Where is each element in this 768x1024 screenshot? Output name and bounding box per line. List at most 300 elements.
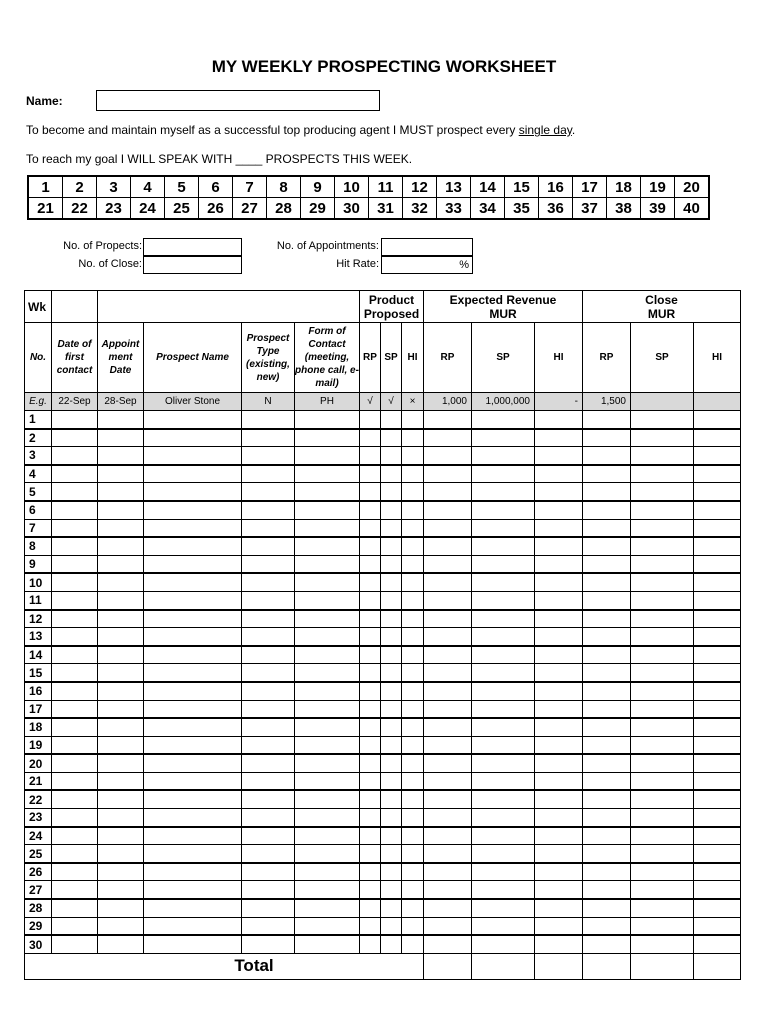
table-cell[interactable] xyxy=(360,736,381,754)
table-cell[interactable] xyxy=(242,863,295,881)
table-cell[interactable] xyxy=(402,718,424,736)
table-cell[interactable] xyxy=(52,790,98,808)
table-cell[interactable] xyxy=(381,718,402,736)
table-cell[interactable] xyxy=(535,935,583,953)
table-cell[interactable] xyxy=(472,465,535,483)
table-cell[interactable] xyxy=(381,555,402,573)
table-cell[interactable] xyxy=(144,736,242,754)
table-cell[interactable] xyxy=(144,519,242,537)
table-cell[interactable] xyxy=(694,646,741,664)
table-cell[interactable] xyxy=(98,736,144,754)
table-cell[interactable] xyxy=(424,447,472,465)
table-cell[interactable] xyxy=(381,881,402,899)
table-cell[interactable] xyxy=(694,664,741,682)
table-cell[interactable] xyxy=(98,809,144,827)
table-cell[interactable] xyxy=(242,519,295,537)
table-cell[interactable] xyxy=(381,790,402,808)
table-cell[interactable] xyxy=(424,700,472,718)
table-cell[interactable] xyxy=(694,809,741,827)
table-cell[interactable] xyxy=(472,537,535,555)
table-cell[interactable] xyxy=(52,917,98,935)
table-cell[interactable] xyxy=(381,845,402,863)
table-cell[interactable] xyxy=(98,790,144,808)
table-cell[interactable] xyxy=(242,591,295,609)
table-cell[interactable] xyxy=(472,809,535,827)
prospect-count-cell[interactable]: 3 xyxy=(97,176,131,198)
table-cell[interactable] xyxy=(472,664,535,682)
table-cell[interactable] xyxy=(381,700,402,718)
table-cell[interactable] xyxy=(402,411,424,429)
table-cell[interactable] xyxy=(98,429,144,447)
prospect-count-cell[interactable]: 27 xyxy=(233,198,267,220)
table-cell[interactable] xyxy=(381,935,402,953)
prospect-count-cell[interactable]: 36 xyxy=(539,198,573,220)
table-cell[interactable] xyxy=(583,827,631,845)
table-cell[interactable] xyxy=(402,483,424,501)
table-cell[interactable] xyxy=(631,447,694,465)
table-cell[interactable] xyxy=(424,519,472,537)
table-cell[interactable] xyxy=(694,537,741,555)
prospect-count-cell[interactable]: 34 xyxy=(471,198,505,220)
table-cell[interactable] xyxy=(360,519,381,537)
table-cell[interactable] xyxy=(144,429,242,447)
table-cell[interactable] xyxy=(52,429,98,447)
table-cell[interactable] xyxy=(381,573,402,591)
prospect-count-cell[interactable]: 24 xyxy=(131,198,165,220)
table-cell[interactable] xyxy=(98,917,144,935)
table-cell[interactable] xyxy=(472,863,535,881)
table-cell[interactable] xyxy=(98,827,144,845)
table-cell[interactable] xyxy=(381,501,402,519)
prospect-count-cell[interactable]: 10 xyxy=(335,176,369,198)
table-cell[interactable] xyxy=(144,790,242,808)
table-cell[interactable] xyxy=(694,429,741,447)
table-cell[interactable] xyxy=(144,646,242,664)
table-cell[interactable] xyxy=(535,809,583,827)
table-cell[interactable] xyxy=(402,845,424,863)
table-cell[interactable] xyxy=(144,809,242,827)
table-cell[interactable] xyxy=(472,519,535,537)
table-cell[interactable] xyxy=(583,447,631,465)
table-cell[interactable] xyxy=(98,700,144,718)
table-cell[interactable] xyxy=(694,555,741,573)
table-cell[interactable] xyxy=(295,411,360,429)
table-cell[interactable] xyxy=(424,646,472,664)
prospect-count-cell[interactable]: 5 xyxy=(165,176,199,198)
prospect-count-cell[interactable]: 12 xyxy=(403,176,437,198)
prospect-count-cell[interactable]: 35 xyxy=(505,198,539,220)
table-cell[interactable] xyxy=(535,863,583,881)
table-cell[interactable] xyxy=(242,483,295,501)
table-cell[interactable] xyxy=(424,591,472,609)
table-cell[interactable] xyxy=(424,827,472,845)
table-cell[interactable] xyxy=(98,501,144,519)
table-cell[interactable] xyxy=(583,845,631,863)
table-cell[interactable] xyxy=(583,935,631,953)
table-cell[interactable] xyxy=(583,718,631,736)
table-cell[interactable] xyxy=(402,447,424,465)
table-cell[interactable] xyxy=(631,917,694,935)
table-cell[interactable] xyxy=(295,519,360,537)
table-cell[interactable] xyxy=(583,664,631,682)
table-cell[interactable] xyxy=(472,610,535,628)
table-cell[interactable] xyxy=(631,628,694,646)
prospect-count-cell[interactable]: 32 xyxy=(403,198,437,220)
table-cell[interactable] xyxy=(52,628,98,646)
table-cell[interactable] xyxy=(535,610,583,628)
table-cell[interactable] xyxy=(295,646,360,664)
table-cell[interactable] xyxy=(242,809,295,827)
table-cell[interactable] xyxy=(424,809,472,827)
table-cell[interactable] xyxy=(535,411,583,429)
prospects-field[interactable] xyxy=(143,238,242,256)
table-cell[interactable] xyxy=(472,700,535,718)
table-cell[interactable] xyxy=(631,827,694,845)
table-cell[interactable] xyxy=(583,610,631,628)
table-cell[interactable] xyxy=(535,790,583,808)
table-cell[interactable] xyxy=(424,573,472,591)
table-cell[interactable] xyxy=(472,682,535,700)
table-cell[interactable] xyxy=(424,483,472,501)
table-cell[interactable] xyxy=(694,917,741,935)
table-cell[interactable] xyxy=(52,809,98,827)
table-cell[interactable] xyxy=(424,718,472,736)
table-cell[interactable] xyxy=(583,573,631,591)
table-cell[interactable] xyxy=(98,555,144,573)
table-cell[interactable] xyxy=(381,519,402,537)
table-cell[interactable] xyxy=(535,646,583,664)
table-cell[interactable] xyxy=(52,465,98,483)
table-cell[interactable] xyxy=(242,736,295,754)
table-cell[interactable] xyxy=(472,555,535,573)
prospect-count-cell[interactable]: 21 xyxy=(28,198,63,220)
table-cell[interactable] xyxy=(242,935,295,953)
table-cell[interactable] xyxy=(631,573,694,591)
total-expected-hi[interactable] xyxy=(535,953,583,979)
table-cell[interactable] xyxy=(381,899,402,917)
table-cell[interactable] xyxy=(295,682,360,700)
table-cell[interactable] xyxy=(402,537,424,555)
table-cell[interactable] xyxy=(694,465,741,483)
table-cell[interactable] xyxy=(472,411,535,429)
table-cell[interactable] xyxy=(424,772,472,790)
table-cell[interactable] xyxy=(694,700,741,718)
table-cell[interactable] xyxy=(424,555,472,573)
prospect-count-cell[interactable]: 9 xyxy=(301,176,335,198)
table-cell[interactable] xyxy=(424,899,472,917)
table-cell[interactable] xyxy=(360,573,381,591)
table-cell[interactable] xyxy=(424,537,472,555)
table-cell[interactable] xyxy=(694,772,741,790)
table-cell[interactable] xyxy=(381,628,402,646)
table-cell[interactable] xyxy=(381,591,402,609)
table-cell[interactable] xyxy=(631,935,694,953)
table-cell[interactable] xyxy=(242,682,295,700)
table-cell[interactable] xyxy=(402,917,424,935)
table-cell[interactable] xyxy=(535,591,583,609)
table-cell[interactable] xyxy=(295,754,360,772)
table-cell[interactable] xyxy=(535,754,583,772)
table-cell[interactable] xyxy=(295,501,360,519)
table-cell[interactable] xyxy=(381,664,402,682)
prospect-count-cell[interactable]: 22 xyxy=(63,198,97,220)
table-cell[interactable] xyxy=(424,664,472,682)
table-cell[interactable] xyxy=(98,845,144,863)
table-cell[interactable] xyxy=(242,646,295,664)
table-cell[interactable] xyxy=(360,591,381,609)
table-cell[interactable] xyxy=(381,754,402,772)
table-cell[interactable] xyxy=(535,682,583,700)
table-cell[interactable] xyxy=(631,881,694,899)
table-cell[interactable] xyxy=(52,899,98,917)
table-cell[interactable] xyxy=(144,664,242,682)
table-cell[interactable] xyxy=(402,899,424,917)
table-cell[interactable] xyxy=(694,899,741,917)
table-cell[interactable] xyxy=(295,429,360,447)
table-cell[interactable] xyxy=(242,700,295,718)
table-cell[interactable] xyxy=(472,501,535,519)
table-cell[interactable] xyxy=(295,845,360,863)
table-cell[interactable] xyxy=(694,610,741,628)
table-cell[interactable] xyxy=(242,881,295,899)
table-cell[interactable] xyxy=(360,899,381,917)
total-expected-sp[interactable] xyxy=(472,953,535,979)
table-cell[interactable] xyxy=(360,863,381,881)
table-cell[interactable] xyxy=(402,501,424,519)
table-cell[interactable] xyxy=(98,718,144,736)
table-cell[interactable] xyxy=(144,935,242,953)
table-cell[interactable] xyxy=(381,465,402,483)
table-cell[interactable] xyxy=(295,917,360,935)
table-cell[interactable] xyxy=(694,827,741,845)
prospect-count-cell[interactable]: 26 xyxy=(199,198,233,220)
table-cell[interactable] xyxy=(402,754,424,772)
table-cell[interactable] xyxy=(631,555,694,573)
table-cell[interactable] xyxy=(98,899,144,917)
table-cell[interactable] xyxy=(144,483,242,501)
table-cell[interactable] xyxy=(360,809,381,827)
table-cell[interactable] xyxy=(631,845,694,863)
table-cell[interactable] xyxy=(360,628,381,646)
table-cell[interactable] xyxy=(52,772,98,790)
table-cell[interactable] xyxy=(583,628,631,646)
table-cell[interactable] xyxy=(52,754,98,772)
table-cell[interactable] xyxy=(295,555,360,573)
table-cell[interactable] xyxy=(98,591,144,609)
table-cell[interactable] xyxy=(631,501,694,519)
table-cell[interactable] xyxy=(98,483,144,501)
table-cell[interactable] xyxy=(52,501,98,519)
table-cell[interactable] xyxy=(535,827,583,845)
table-cell[interactable] xyxy=(98,465,144,483)
table-cell[interactable] xyxy=(424,935,472,953)
table-cell[interactable] xyxy=(402,881,424,899)
table-cell[interactable] xyxy=(144,411,242,429)
table-cell[interactable] xyxy=(98,935,144,953)
table-cell[interactable] xyxy=(242,664,295,682)
prospect-count-cell[interactable]: 7 xyxy=(233,176,267,198)
table-cell[interactable] xyxy=(402,591,424,609)
table-cell[interactable] xyxy=(694,411,741,429)
table-cell[interactable] xyxy=(694,501,741,519)
table-cell[interactable] xyxy=(360,718,381,736)
table-cell[interactable] xyxy=(242,845,295,863)
table-cell[interactable] xyxy=(360,555,381,573)
table-cell[interactable] xyxy=(424,863,472,881)
table-cell[interactable] xyxy=(295,863,360,881)
hit-rate-field[interactable]: % xyxy=(381,256,473,274)
table-cell[interactable] xyxy=(52,411,98,429)
table-cell[interactable] xyxy=(144,573,242,591)
table-cell[interactable] xyxy=(295,827,360,845)
table-cell[interactable] xyxy=(535,465,583,483)
table-cell[interactable] xyxy=(52,573,98,591)
table-cell[interactable] xyxy=(144,610,242,628)
table-cell[interactable] xyxy=(694,718,741,736)
table-cell[interactable] xyxy=(242,917,295,935)
table-cell[interactable] xyxy=(295,483,360,501)
table-cell[interactable] xyxy=(694,736,741,754)
table-cell[interactable] xyxy=(295,465,360,483)
prospect-count-cell[interactable]: 17 xyxy=(573,176,607,198)
table-cell[interactable] xyxy=(583,917,631,935)
table-cell[interactable] xyxy=(52,845,98,863)
table-cell[interactable] xyxy=(535,519,583,537)
table-cell[interactable] xyxy=(583,537,631,555)
prospect-count-cell[interactable]: 30 xyxy=(335,198,369,220)
table-cell[interactable] xyxy=(98,664,144,682)
prospect-count-cell[interactable]: 25 xyxy=(165,198,199,220)
table-cell[interactable] xyxy=(144,772,242,790)
table-cell[interactable] xyxy=(295,809,360,827)
table-cell[interactable] xyxy=(631,700,694,718)
table-cell[interactable] xyxy=(52,519,98,537)
table-cell[interactable] xyxy=(631,809,694,827)
table-cell[interactable] xyxy=(535,501,583,519)
table-cell[interactable] xyxy=(535,555,583,573)
table-cell[interactable] xyxy=(381,429,402,447)
table-cell[interactable] xyxy=(583,772,631,790)
table-cell[interactable] xyxy=(98,881,144,899)
table-cell[interactable] xyxy=(694,790,741,808)
table-cell[interactable] xyxy=(535,628,583,646)
table-cell[interactable] xyxy=(144,899,242,917)
close-field[interactable] xyxy=(143,256,242,274)
table-cell[interactable] xyxy=(98,610,144,628)
table-cell[interactable] xyxy=(295,700,360,718)
table-cell[interactable] xyxy=(424,465,472,483)
table-cell[interactable] xyxy=(694,845,741,863)
table-cell[interactable] xyxy=(360,881,381,899)
table-cell[interactable] xyxy=(631,429,694,447)
table-cell[interactable] xyxy=(424,736,472,754)
table-cell[interactable] xyxy=(360,411,381,429)
table-cell[interactable] xyxy=(472,573,535,591)
table-cell[interactable] xyxy=(424,429,472,447)
table-cell[interactable] xyxy=(694,628,741,646)
table-cell[interactable] xyxy=(360,447,381,465)
table-cell[interactable] xyxy=(583,736,631,754)
table-cell[interactable] xyxy=(360,646,381,664)
table-cell[interactable] xyxy=(694,519,741,537)
table-cell[interactable] xyxy=(295,881,360,899)
table-cell[interactable] xyxy=(144,628,242,646)
appointments-field[interactable] xyxy=(381,238,473,256)
table-cell[interactable] xyxy=(583,863,631,881)
prospect-count-cell[interactable]: 19 xyxy=(641,176,675,198)
table-cell[interactable] xyxy=(631,682,694,700)
table-cell[interactable] xyxy=(472,447,535,465)
table-cell[interactable] xyxy=(535,483,583,501)
table-cell[interactable] xyxy=(295,790,360,808)
table-cell[interactable] xyxy=(360,682,381,700)
prospect-count-cell[interactable]: 16 xyxy=(539,176,573,198)
total-close-sp[interactable] xyxy=(631,953,694,979)
total-expected-rp[interactable] xyxy=(424,953,472,979)
table-cell[interactable] xyxy=(52,736,98,754)
table-cell[interactable] xyxy=(694,483,741,501)
table-cell[interactable] xyxy=(52,610,98,628)
table-cell[interactable] xyxy=(535,664,583,682)
table-cell[interactable] xyxy=(295,610,360,628)
table-cell[interactable] xyxy=(472,754,535,772)
table-cell[interactable] xyxy=(98,682,144,700)
table-cell[interactable] xyxy=(424,501,472,519)
table-cell[interactable] xyxy=(381,447,402,465)
table-cell[interactable] xyxy=(381,827,402,845)
table-cell[interactable] xyxy=(144,754,242,772)
table-cell[interactable] xyxy=(52,537,98,555)
table-cell[interactable] xyxy=(52,646,98,664)
table-cell[interactable] xyxy=(381,772,402,790)
table-cell[interactable] xyxy=(535,429,583,447)
table-cell[interactable] xyxy=(631,591,694,609)
table-cell[interactable] xyxy=(402,519,424,537)
table-cell[interactable] xyxy=(631,772,694,790)
table-cell[interactable] xyxy=(360,483,381,501)
table-cell[interactable] xyxy=(144,501,242,519)
table-cell[interactable] xyxy=(694,591,741,609)
table-cell[interactable] xyxy=(242,899,295,917)
table-cell[interactable] xyxy=(472,935,535,953)
prospect-count-cell[interactable]: 39 xyxy=(641,198,675,220)
table-cell[interactable] xyxy=(402,827,424,845)
table-cell[interactable] xyxy=(242,790,295,808)
table-cell[interactable] xyxy=(98,519,144,537)
table-cell[interactable] xyxy=(472,736,535,754)
table-cell[interactable] xyxy=(694,754,741,772)
table-cell[interactable] xyxy=(144,827,242,845)
table-cell[interactable] xyxy=(360,429,381,447)
table-cell[interactable] xyxy=(424,845,472,863)
prospect-count-cell[interactable]: 28 xyxy=(267,198,301,220)
table-cell[interactable] xyxy=(360,827,381,845)
prospect-count-cell[interactable]: 29 xyxy=(301,198,335,220)
table-cell[interactable] xyxy=(381,682,402,700)
table-cell[interactable] xyxy=(242,447,295,465)
table-cell[interactable] xyxy=(631,646,694,664)
table-cell[interactable] xyxy=(583,465,631,483)
table-cell[interactable] xyxy=(535,700,583,718)
table-cell[interactable] xyxy=(360,700,381,718)
table-cell[interactable] xyxy=(295,718,360,736)
prospect-count-cell[interactable]: 38 xyxy=(607,198,641,220)
table-cell[interactable] xyxy=(583,483,631,501)
table-cell[interactable] xyxy=(424,682,472,700)
table-cell[interactable] xyxy=(98,628,144,646)
table-cell[interactable] xyxy=(242,827,295,845)
table-cell[interactable] xyxy=(402,429,424,447)
